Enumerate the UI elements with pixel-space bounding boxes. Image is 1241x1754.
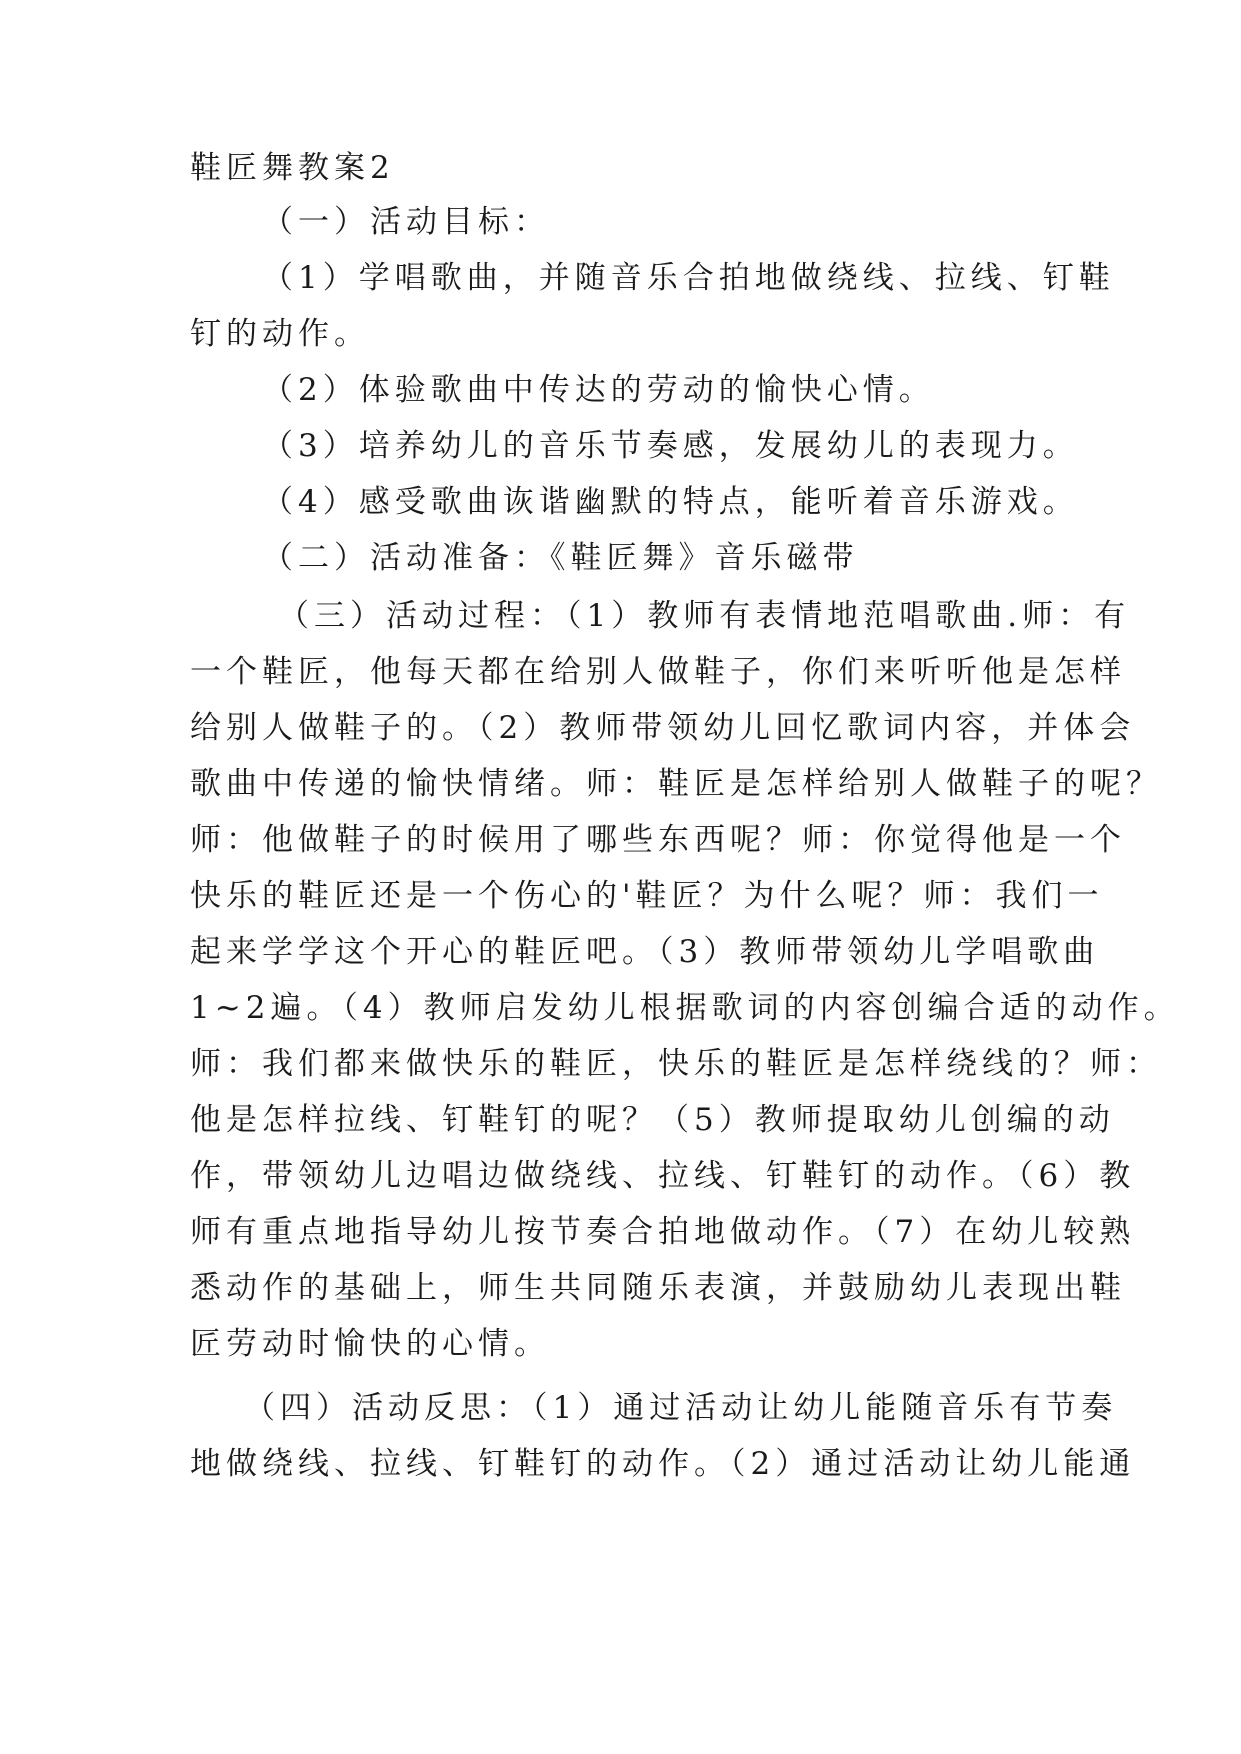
paragraph-line: 地做绕线、拉线、钉鞋钉的动作。（2）通过活动让幼儿能通 [190, 1446, 1136, 1482]
paragraph-line: （4）感受歌曲诙谐幽默的特点，能听着音乐游戏。 [262, 484, 1079, 520]
paragraph-line: 匠劳动时愉快的心情。 [190, 1326, 550, 1362]
paragraph-line: 给别人做鞋子的。（2）教师带领幼儿回忆歌词内容，并体会 [190, 710, 1136, 746]
paragraph-line: 师：他做鞋子的时候用了哪些东西呢？师：你觉得他是一个 [190, 822, 1126, 858]
section-heading-preparation: （二）活动准备：《鞋匠舞》音乐磁带 [262, 540, 859, 576]
document-title: 鞋匠舞教案2 [190, 150, 395, 186]
paragraph-line: 1~2遍。（4）教师启发幼儿根据歌词的内容创编合适的动作。 [190, 990, 1180, 1026]
paragraph-line: 歌曲中传递的愉快情绪。师：鞋匠是怎样给别人做鞋子的呢？ [190, 766, 1162, 802]
section-heading-reflection: （四）活动反思：（1）通过活动让幼儿能随音乐有节奏 [244, 1390, 1118, 1426]
paragraph-line: 悉动作的基础上，师生共同随乐表演，并鼓励幼儿表现出鞋 [190, 1270, 1126, 1306]
section-heading-goals: （一）活动目标： [262, 204, 550, 240]
paragraph-line: （2）体验歌曲中传达的劳动的愉快心情。 [262, 372, 935, 408]
paragraph-line: （1）学唱歌曲，并随音乐合拍地做绕线、拉线、钉鞋 [262, 260, 1115, 296]
paragraph-line: 师有重点地指导幼儿按节奏合拍地做动作。（7）在幼儿较熟 [190, 1214, 1136, 1250]
section-heading-process: （三）活动过程：（1）教师有表情地范唱歌曲.师：有 [278, 598, 1131, 634]
paragraph-line: 他是怎样拉线、钉鞋钉的呢？（5）教师提取幼儿创编的动 [190, 1102, 1115, 1138]
paragraph-line: 一个鞋匠，他每天都在给别人做鞋子，你们来听听他是怎样 [190, 654, 1126, 690]
paragraph-line: 师：我们都来做快乐的鞋匠，快乐的鞋匠是怎样绕线的？师： [190, 1046, 1162, 1082]
paragraph-line: （3）培养幼儿的音乐节奏感，发展幼儿的表现力。 [262, 428, 1079, 464]
paragraph-line: 起来学学这个开心的鞋匠吧。（3）教师带领幼儿学唱歌曲 [190, 934, 1100, 970]
paragraph-line: 快乐的鞋匠还是一个伤心的'鞋匠？为什么呢？师：我们一 [190, 878, 1104, 914]
paragraph-line: 钉的动作。 [190, 316, 370, 352]
paragraph-line: 作，带领幼儿边唱边做绕线、拉线、钉鞋钉的动作。（6）教 [190, 1158, 1136, 1194]
